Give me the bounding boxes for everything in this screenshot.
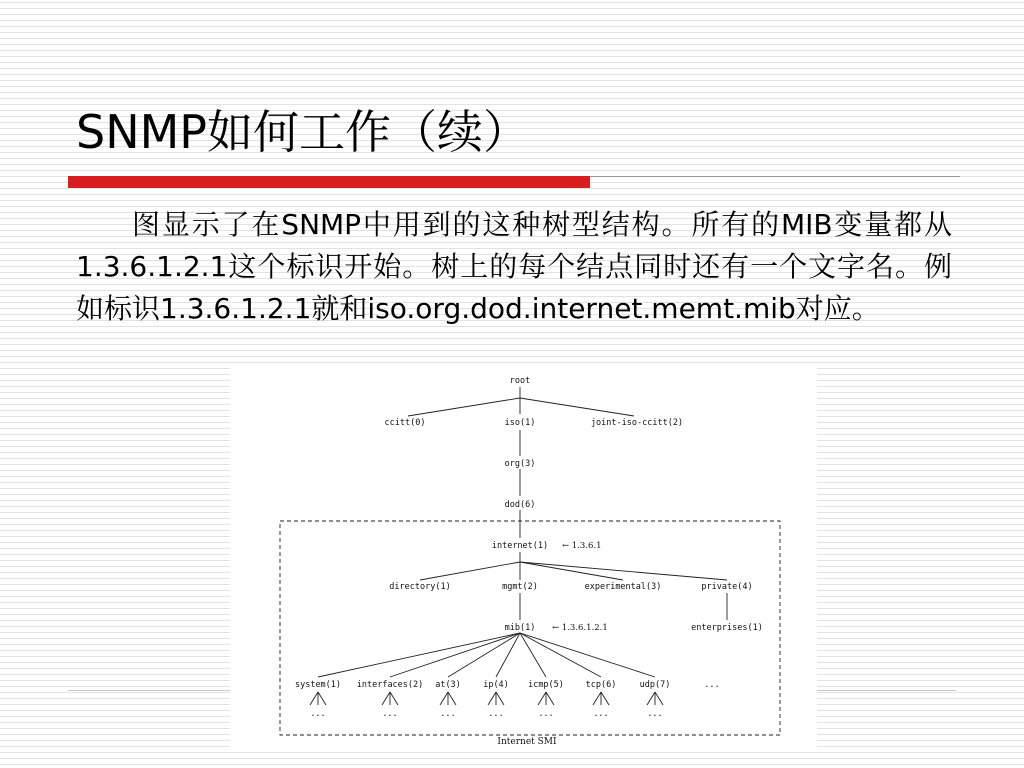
node-directory: directory(1) [389, 582, 451, 592]
leaf-fan-interfaces [382, 692, 398, 705]
leaf-ellipsis-at: ... [440, 709, 456, 719]
mib-oid-annotation: ← 1.3.6.1.2.1 [552, 623, 608, 633]
node-private: private(4) [701, 582, 753, 592]
leaf-fan-tcp [593, 692, 609, 705]
node-mgmt: mgmt(2) [502, 582, 538, 592]
node-udp: udp(7) [639, 680, 671, 690]
node-ccitt: ccitt(0) [384, 418, 426, 428]
leaf-fan-system [310, 692, 326, 705]
node-joint-iso-ccitt: joint-iso-ccitt(2) [590, 418, 684, 428]
node-internet: internet(1) [491, 541, 549, 551]
node-at: at(3) [435, 680, 461, 690]
node-dod: dod(6) [504, 500, 536, 510]
leaf-fan-ip [488, 692, 504, 705]
leaf-ellipsis-ip: ... [488, 709, 504, 719]
node-more: ... [704, 680, 720, 690]
node-system: system(1) [294, 680, 342, 690]
node-ip: ip(4) [483, 680, 509, 690]
mib-tree-diagram [230, 368, 817, 752]
leaf-ellipsis-icmp: ... [538, 709, 554, 719]
node-org: org(3) [504, 459, 536, 469]
leaf-ellipsis-udp: ... [647, 709, 663, 719]
mib-tree-svg [230, 368, 817, 752]
node-interfaces: interfaces(2) [356, 680, 424, 690]
slide-title: SNMP如何工作（续） [76, 105, 530, 159]
title-underline-rule [590, 176, 960, 177]
node-icmp: icmp(5) [528, 680, 564, 690]
leaf-ellipsis-tcp: ... [593, 709, 609, 719]
leaf-fan-udp [647, 692, 663, 705]
node-tcp: tcp(6) [585, 680, 617, 690]
diagram-caption: Internet SMI [497, 737, 557, 747]
node-iso: iso(1) [504, 418, 536, 428]
body-paragraph: 图显示了在SNMP中用到的这种树型结构。所有的MIB变量都从1.3.6.1.2.1这个标识开始。树上的每个结点同时还有一个文字名。例如标识1.3.6.1.2.1就和iso.org.dod.internet.memt.mib对应。 [76, 208, 952, 325]
leaf-ellipsis-interfaces: ... [382, 709, 398, 719]
leaf-ellipsis-system: ... [310, 709, 326, 719]
leaf-fan-at [440, 692, 456, 705]
node-experimental: experimental(3) [584, 582, 662, 592]
node-mib: mib(1) [504, 623, 536, 633]
title-underline-accent [68, 176, 590, 188]
node-enterprises: enterprises(1) [691, 623, 763, 633]
internet-oid-annotation: ← 1.3.6.1 [562, 541, 602, 551]
leaf-fan-icmp [538, 692, 554, 705]
node-root: root [509, 376, 531, 386]
